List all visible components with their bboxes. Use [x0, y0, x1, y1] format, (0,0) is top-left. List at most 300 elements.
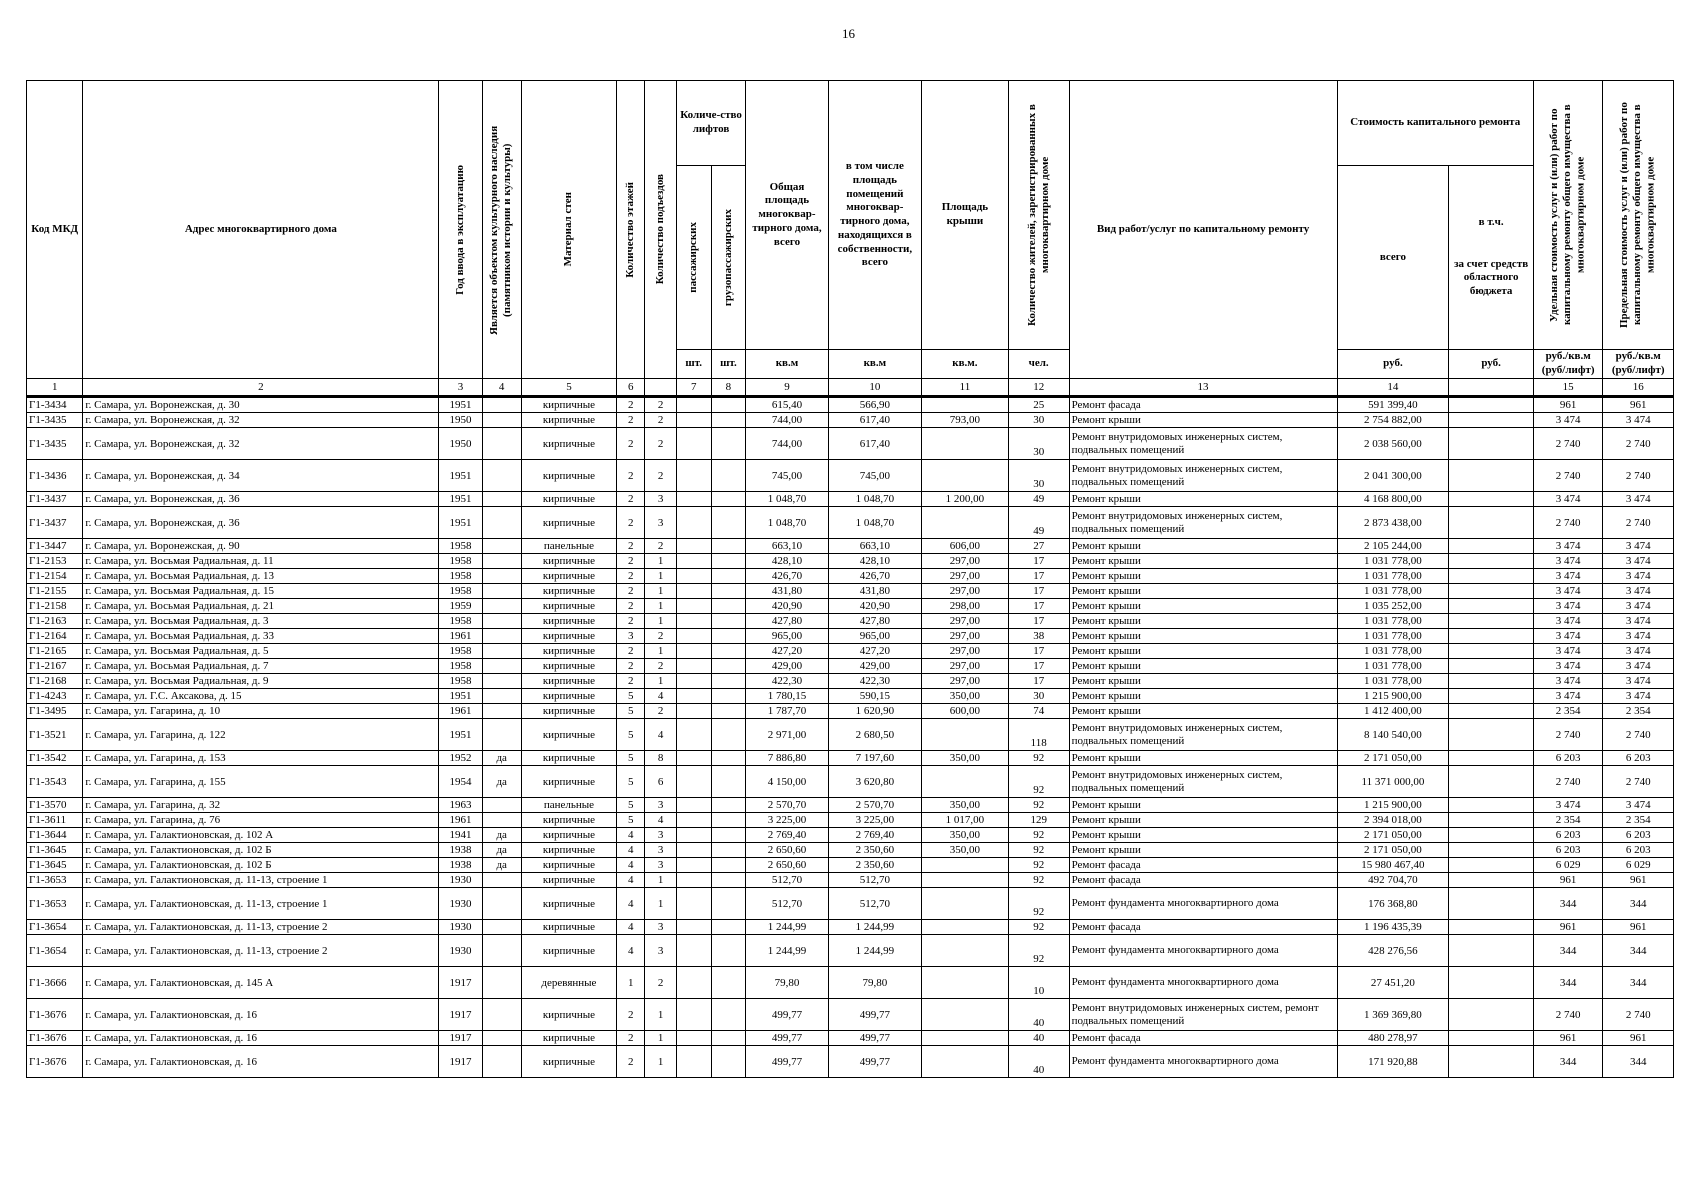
cell-code: Г1-3654	[27, 935, 83, 967]
cell-max-cost: 2 740	[1603, 507, 1674, 539]
cell-cost-total: 1 031 778,00	[1337, 569, 1449, 584]
cell-floors: 5	[617, 704, 645, 719]
cell-address: г. Самара, ул. Воронежская, д. 32	[83, 428, 439, 460]
cell-lifts-cargo	[711, 920, 746, 935]
header-walls: Материал стен	[521, 81, 616, 379]
cell-area-total: 427,20	[746, 644, 828, 659]
cell-code: Г1-3542	[27, 751, 83, 766]
cell-code: Г1-3495	[27, 704, 83, 719]
cell-lifts-cargo	[711, 428, 746, 460]
cell-roof-area	[922, 1046, 1009, 1078]
cell-address: г. Самара, ул. Галактионовская, д. 16	[83, 1031, 439, 1046]
cell-cost-total: 2 038 560,00	[1337, 428, 1449, 460]
cell-code: Г1-3543	[27, 766, 83, 798]
cell-cost-total: 1 031 778,00	[1337, 584, 1449, 599]
cell-address: г. Самара, ул. Гагарина, д. 32	[83, 798, 439, 813]
cell-unit-cost: 2 740	[1533, 507, 1602, 539]
table-row	[27, 843, 1674, 858]
cell-walls: кирпичные	[521, 644, 616, 659]
header-floors: Количество этажей	[617, 81, 645, 379]
cell-entrances: 1	[645, 569, 676, 584]
cell-roof-area	[922, 428, 1009, 460]
cell-lifts-passenger	[676, 751, 711, 766]
cell-cost-regional	[1449, 569, 1534, 584]
cell-entrances: 6	[645, 766, 676, 798]
cell-lifts-passenger	[676, 614, 711, 629]
cell-year: 1917	[439, 1046, 482, 1078]
cell-unit-cost: 3 474	[1533, 584, 1602, 599]
cell-area-total: 1 780,15	[746, 689, 828, 704]
cell-year: 1917	[439, 1031, 482, 1046]
cell-area-total: 663,10	[746, 539, 828, 554]
header-lifts-cargo: грузопассажирских	[711, 166, 746, 350]
cell-residents: 17	[1008, 674, 1069, 689]
cell-residents: 38	[1008, 629, 1069, 644]
cell-residents: 17	[1008, 584, 1069, 599]
cell-address: г. Самара, ул. Галактионовская, д. 16	[83, 999, 439, 1031]
cell-roof-area	[922, 858, 1009, 873]
cell-area-owned: 499,77	[828, 999, 921, 1031]
cell-address: г. Самара, ул. Воронежская, д. 90	[83, 539, 439, 554]
cell-walls: кирпичные	[521, 413, 616, 428]
cell-max-cost: 3 474	[1603, 644, 1674, 659]
cell-lifts-cargo	[711, 614, 746, 629]
cell-area-total: 427,80	[746, 614, 828, 629]
cell-unit-cost: 344	[1533, 967, 1602, 999]
cell-cost-total: 591 399,40	[1337, 397, 1449, 413]
cell-year: 1951	[439, 689, 482, 704]
cell-cost-regional	[1449, 460, 1534, 492]
cell-floors: 2	[617, 674, 645, 689]
cell-max-cost: 344	[1603, 935, 1674, 967]
unit-lifts-pass: шт.	[676, 350, 711, 379]
cell-floors: 3	[617, 629, 645, 644]
cell-max-cost: 3 474	[1603, 492, 1674, 507]
cell-year: 1958	[439, 584, 482, 599]
cell-walls: кирпичные	[521, 704, 616, 719]
unit-cost-regional: руб.	[1449, 350, 1534, 379]
cell-roof-area: 297,00	[922, 584, 1009, 599]
cell-max-cost: 2 740	[1603, 999, 1674, 1031]
cell-area-owned: 420,90	[828, 599, 921, 614]
cell-roof-area	[922, 507, 1009, 539]
cell-roof-area	[922, 460, 1009, 492]
cell-heritage	[482, 920, 521, 935]
header-lifts-passenger: пассажирских	[676, 166, 711, 350]
column-number: 2	[83, 379, 439, 397]
cell-max-cost: 3 474	[1603, 569, 1674, 584]
cell-roof-area: 606,00	[922, 539, 1009, 554]
cell-roof-area: 793,00	[922, 413, 1009, 428]
table-row	[27, 492, 1674, 507]
cell-area-owned: 617,40	[828, 413, 921, 428]
cell-cost-total: 1 031 778,00	[1337, 644, 1449, 659]
cell-lifts-passenger	[676, 1031, 711, 1046]
cell-year: 1959	[439, 599, 482, 614]
cell-heritage	[482, 569, 521, 584]
cell-work: Ремонт крыши	[1069, 584, 1337, 599]
cell-year: 1954	[439, 766, 482, 798]
cell-code: Г1-3436	[27, 460, 83, 492]
cell-max-cost: 3 474	[1603, 413, 1674, 428]
cell-walls: кирпичные	[521, 629, 616, 644]
column-number: 5	[521, 379, 616, 397]
cell-lifts-cargo	[711, 1046, 746, 1078]
cell-code: Г1-3447	[27, 539, 83, 554]
cell-residents: 17	[1008, 599, 1069, 614]
cell-cost-total: 1 031 778,00	[1337, 554, 1449, 569]
cell-work: Ремонт внутридомовых инженерных систем, подвальных помещений	[1069, 428, 1337, 460]
cell-roof-area: 1 017,00	[922, 813, 1009, 828]
cell-cost-total: 176 368,80	[1337, 888, 1449, 920]
cell-area-total: 1 048,70	[746, 492, 828, 507]
cell-address: г. Самара, ул. Галактионовская, д. 11-13, строение 1	[83, 873, 439, 888]
cell-year: 1930	[439, 888, 482, 920]
cell-area-owned: 512,70	[828, 873, 921, 888]
table-row	[27, 659, 1674, 674]
cell-address: г. Самара, ул. Гагарина, д. 155	[83, 766, 439, 798]
cell-lifts-cargo	[711, 999, 746, 1031]
table-row	[27, 397, 1674, 413]
header-lifts: Количе-ство лифтов	[676, 81, 745, 166]
cell-code: Г1-3570	[27, 798, 83, 813]
cell-roof-area	[922, 999, 1009, 1031]
cell-entrances: 4	[645, 689, 676, 704]
cell-cost-regional	[1449, 413, 1534, 428]
cell-lifts-passenger	[676, 569, 711, 584]
cell-area-total: 1 787,70	[746, 704, 828, 719]
cell-entrances: 3	[645, 828, 676, 843]
cell-area-total: 3 225,00	[746, 813, 828, 828]
cell-area-owned: 2 350,60	[828, 858, 921, 873]
cell-work: Ремонт фасада	[1069, 397, 1337, 413]
cell-max-cost: 3 474	[1603, 614, 1674, 629]
cell-lifts-cargo	[711, 704, 746, 719]
cell-lifts-cargo	[711, 689, 746, 704]
cell-walls: кирпичные	[521, 659, 616, 674]
header-cost-regional: в т.ч. за счет средств областного бюджета	[1449, 166, 1534, 350]
cell-area-total: 79,80	[746, 967, 828, 999]
cell-cost-total: 2 873 438,00	[1337, 507, 1449, 539]
cell-area-total: 499,77	[746, 999, 828, 1031]
cell-max-cost: 344	[1603, 1046, 1674, 1078]
cell-floors: 2	[617, 460, 645, 492]
cell-heritage: да	[482, 828, 521, 843]
cell-work: Ремонт крыши	[1069, 828, 1337, 843]
cell-roof-area	[922, 967, 1009, 999]
cell-unit-cost: 961	[1533, 1031, 1602, 1046]
cell-heritage: да	[482, 858, 521, 873]
cell-year: 1958	[439, 614, 482, 629]
cell-floors: 2	[617, 999, 645, 1031]
cell-lifts-passenger	[676, 873, 711, 888]
cell-roof-area	[922, 766, 1009, 798]
cell-walls: кирпичные	[521, 428, 616, 460]
table-row	[27, 999, 1674, 1031]
cell-code: Г1-3437	[27, 507, 83, 539]
header-cost: Стоимость капитального ремонта	[1337, 81, 1533, 166]
cell-heritage	[482, 629, 521, 644]
column-number: 16	[1603, 379, 1674, 397]
column-number: 11	[922, 379, 1009, 397]
cell-walls: панельные	[521, 798, 616, 813]
cell-code: Г1-3676	[27, 999, 83, 1031]
cell-unit-cost: 3 474	[1533, 569, 1602, 584]
cell-heritage	[482, 614, 521, 629]
unit-max-cost: руб./кв.м (руб/лифт)	[1603, 350, 1674, 379]
cell-lifts-cargo	[711, 719, 746, 751]
cell-heritage	[482, 659, 521, 674]
cell-floors: 2	[617, 507, 645, 539]
cell-residents: 92	[1008, 888, 1069, 920]
cell-area-owned: 426,70	[828, 569, 921, 584]
cell-year: 1952	[439, 751, 482, 766]
cell-entrances: 1	[645, 1031, 676, 1046]
table-row	[27, 920, 1674, 935]
cell-heritage	[482, 1031, 521, 1046]
cell-cost-regional	[1449, 888, 1534, 920]
cell-lifts-passenger	[676, 674, 711, 689]
cell-area-total: 512,70	[746, 888, 828, 920]
cell-lifts-passenger	[676, 935, 711, 967]
cell-lifts-passenger	[676, 492, 711, 507]
cell-area-total: 615,40	[746, 397, 828, 413]
cell-heritage	[482, 999, 521, 1031]
cell-lifts-passenger	[676, 967, 711, 999]
cell-unit-cost: 344	[1533, 935, 1602, 967]
cell-roof-area	[922, 719, 1009, 751]
cell-area-owned: 499,77	[828, 1046, 921, 1078]
cell-roof-area: 297,00	[922, 674, 1009, 689]
cell-area-total: 431,80	[746, 584, 828, 599]
cell-floors: 5	[617, 751, 645, 766]
cell-roof-area	[922, 920, 1009, 935]
cell-year: 1950	[439, 428, 482, 460]
cell-work: Ремонт крыши	[1069, 644, 1337, 659]
cell-floors: 2	[617, 1046, 645, 1078]
cell-lifts-cargo	[711, 828, 746, 843]
cell-year: 1958	[439, 539, 482, 554]
cell-entrances: 2	[645, 967, 676, 999]
cell-cost-total: 492 704,70	[1337, 873, 1449, 888]
cell-lifts-passenger	[676, 999, 711, 1031]
cell-address: г. Самара, ул. Воронежская, д. 36	[83, 507, 439, 539]
unit-cost-total: руб.	[1337, 350, 1449, 379]
cell-heritage	[482, 599, 521, 614]
header-max-cost: Предельная стоимость услуг и (или) работ по капитальному ремонту общего имущества в многоквартирном доме	[1603, 81, 1674, 350]
cell-residents: 92	[1008, 920, 1069, 935]
cell-address: г. Самара, ул. Галактионовская, д. 11-13, строение 2	[83, 935, 439, 967]
cell-lifts-cargo	[711, 659, 746, 674]
cell-area-total: 965,00	[746, 629, 828, 644]
cell-year: 1951	[439, 492, 482, 507]
cell-cost-regional	[1449, 539, 1534, 554]
cell-area-total: 744,00	[746, 413, 828, 428]
cell-max-cost: 961	[1603, 873, 1674, 888]
cell-area-owned: 7 197,60	[828, 751, 921, 766]
header-unit-cost: Удельная стоимость услуг и (или) работ по капитальному ремонту общего имущества в многоквартирном доме	[1533, 81, 1602, 350]
cell-residents: 118	[1008, 719, 1069, 751]
cell-cost-total: 2 171 050,00	[1337, 828, 1449, 843]
cell-floors: 5	[617, 798, 645, 813]
cell-cost-regional	[1449, 492, 1534, 507]
cell-area-total: 744,00	[746, 428, 828, 460]
cell-lifts-cargo	[711, 397, 746, 413]
cell-residents: 30	[1008, 460, 1069, 492]
cell-area-total: 2 971,00	[746, 719, 828, 751]
cell-lifts-passenger	[676, 828, 711, 843]
column-number: 13	[1069, 379, 1337, 397]
cell-lifts-passenger	[676, 428, 711, 460]
cell-cost-total: 1 215 900,00	[1337, 798, 1449, 813]
cell-address: г. Самара, ул. Восьмая Радиальная, д. 9	[83, 674, 439, 689]
cell-unit-cost: 961	[1533, 873, 1602, 888]
cell-entrances: 1	[645, 554, 676, 569]
cell-cost-total: 1 215 900,00	[1337, 689, 1449, 704]
cell-cost-total: 1 035 252,00	[1337, 599, 1449, 614]
cell-residents: 74	[1008, 704, 1069, 719]
cell-max-cost: 3 474	[1603, 554, 1674, 569]
unit-unit-cost: руб./кв.м (руб/лифт)	[1533, 350, 1602, 379]
cell-year: 1961	[439, 813, 482, 828]
cell-work: Ремонт фундамента многоквартирного дома	[1069, 888, 1337, 920]
cell-cost-regional	[1449, 599, 1534, 614]
cell-year: 1917	[439, 999, 482, 1031]
header-area-total: Общая площадь многоквар-тирного дома, всего	[746, 81, 828, 350]
table-row	[27, 751, 1674, 766]
cell-heritage	[482, 492, 521, 507]
cell-work: Ремонт фундамента многоквартирного дома	[1069, 935, 1337, 967]
table-row	[27, 413, 1674, 428]
cell-area-total: 420,90	[746, 599, 828, 614]
cell-area-total: 7 886,80	[746, 751, 828, 766]
cell-entrances: 2	[645, 428, 676, 460]
cell-address: г. Самара, ул. Восьмая Радиальная, д. 3	[83, 614, 439, 629]
cell-cost-regional	[1449, 858, 1534, 873]
cell-heritage	[482, 584, 521, 599]
cell-max-cost: 344	[1603, 888, 1674, 920]
cell-entrances: 3	[645, 507, 676, 539]
table-row	[27, 828, 1674, 843]
cell-floors: 2	[617, 554, 645, 569]
cell-unit-cost: 961	[1533, 397, 1602, 413]
table-row	[27, 873, 1674, 888]
cell-lifts-passenger	[676, 644, 711, 659]
cell-walls: кирпичные	[521, 751, 616, 766]
cell-address: г. Самара, ул. Восьмая Радиальная, д. 15	[83, 584, 439, 599]
cell-max-cost: 2 354	[1603, 813, 1674, 828]
cell-roof-area: 350,00	[922, 828, 1009, 843]
cell-area-total: 499,77	[746, 1046, 828, 1078]
header-area-owned: в том числе площадь помещений многоквар-тирного дома, находящихся в собственности, всего	[828, 81, 921, 350]
cell-entrances: 4	[645, 813, 676, 828]
column-number: 4	[482, 379, 521, 397]
cell-max-cost: 961	[1603, 397, 1674, 413]
cell-lifts-cargo	[711, 460, 746, 492]
cell-code: Г1-2154	[27, 569, 83, 584]
cell-code: Г1-2163	[27, 614, 83, 629]
table-body	[27, 397, 1674, 1078]
table-row	[27, 888, 1674, 920]
cell-area-total: 1 048,70	[746, 507, 828, 539]
cell-residents: 27	[1008, 539, 1069, 554]
cell-cost-regional	[1449, 920, 1534, 935]
cell-floors: 2	[617, 644, 645, 659]
cell-roof-area: 297,00	[922, 554, 1009, 569]
cell-address: г. Самара, ул. Восьмая Радиальная, д. 13	[83, 569, 439, 584]
column-number: 1	[27, 379, 83, 397]
cell-roof-area: 1 200,00	[922, 492, 1009, 507]
cell-walls: кирпичные	[521, 873, 616, 888]
cell-year: 1938	[439, 858, 482, 873]
cell-residents: 92	[1008, 766, 1069, 798]
cell-area-total: 1 244,99	[746, 935, 828, 967]
cell-cost-total: 2 041 300,00	[1337, 460, 1449, 492]
cell-area-owned: 2 680,50	[828, 719, 921, 751]
table-row	[27, 599, 1674, 614]
cell-cost-regional	[1449, 689, 1534, 704]
cell-cost-regional	[1449, 644, 1534, 659]
cell-address: г. Самара, ул. Гагарина, д. 153	[83, 751, 439, 766]
cell-area-owned: 965,00	[828, 629, 921, 644]
cell-cost-total: 4 168 800,00	[1337, 492, 1449, 507]
cell-code: Г1-3666	[27, 967, 83, 999]
cell-unit-cost: 3 474	[1533, 539, 1602, 554]
cell-cost-regional	[1449, 397, 1534, 413]
cell-area-owned: 512,70	[828, 888, 921, 920]
cell-cost-total: 2 171 050,00	[1337, 751, 1449, 766]
cell-floors: 4	[617, 873, 645, 888]
table-row	[27, 689, 1674, 704]
cell-walls: кирпичные	[521, 920, 616, 935]
cell-cost-regional	[1449, 828, 1534, 843]
header-address: Адрес многоквартирного дома	[83, 81, 439, 379]
cell-lifts-passenger	[676, 659, 711, 674]
table-row	[27, 967, 1674, 999]
column-number: 8	[711, 379, 746, 397]
cell-work: Ремонт внутридомовых инженерных систем, ремонт подвальных помещений	[1069, 999, 1337, 1031]
cell-residents: 92	[1008, 873, 1069, 888]
table-row	[27, 719, 1674, 751]
cell-area-owned: 1 048,70	[828, 507, 921, 539]
cell-walls: кирпичные	[521, 999, 616, 1031]
cell-max-cost: 3 474	[1603, 659, 1674, 674]
cell-code: Г1-2158	[27, 599, 83, 614]
cell-unit-cost: 6 203	[1533, 828, 1602, 843]
cell-area-owned: 1 244,99	[828, 920, 921, 935]
cell-entrances: 1	[645, 888, 676, 920]
cell-walls: панельные	[521, 539, 616, 554]
cell-unit-cost: 3 474	[1533, 413, 1602, 428]
cell-code: Г1-3435	[27, 428, 83, 460]
table-row	[27, 554, 1674, 569]
cell-cost-total: 27 451,20	[1337, 967, 1449, 999]
cell-unit-cost: 2 740	[1533, 428, 1602, 460]
cell-entrances: 1	[645, 599, 676, 614]
cell-residents: 17	[1008, 554, 1069, 569]
cell-entrances: 2	[645, 659, 676, 674]
cell-cost-regional	[1449, 614, 1534, 629]
cell-walls: кирпичные	[521, 507, 616, 539]
cell-heritage	[482, 719, 521, 751]
cell-cost-regional	[1449, 1031, 1534, 1046]
cell-cost-total: 480 278,97	[1337, 1031, 1449, 1046]
cell-cost-total: 2 105 244,00	[1337, 539, 1449, 554]
cell-lifts-cargo	[711, 843, 746, 858]
cell-walls: кирпичные	[521, 599, 616, 614]
cell-heritage	[482, 397, 521, 413]
cell-unit-cost: 3 474	[1533, 644, 1602, 659]
